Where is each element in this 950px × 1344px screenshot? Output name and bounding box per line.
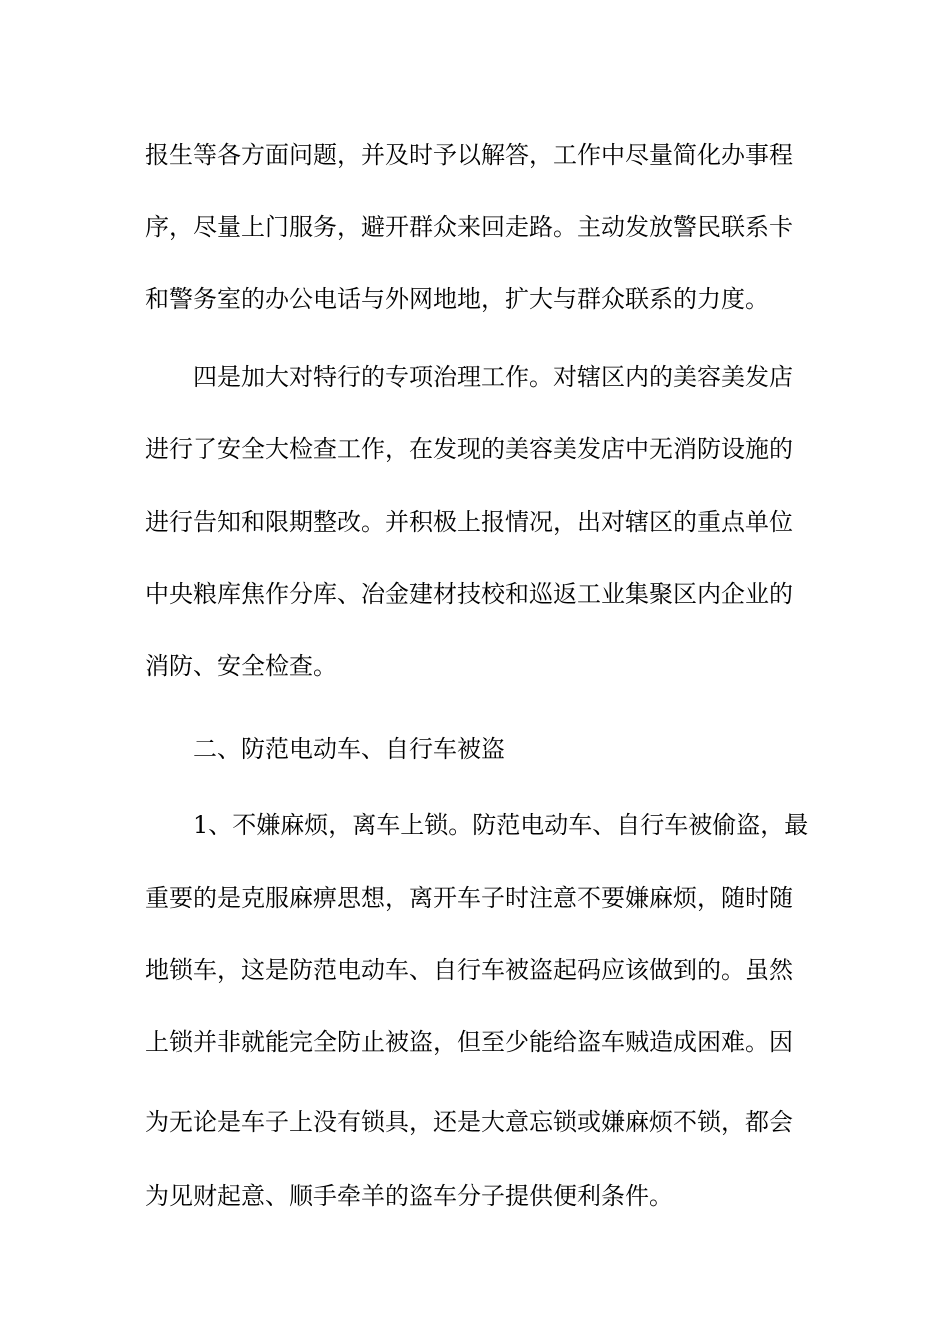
paragraph-2-line-5: 消防、安全检查。 bbox=[145, 652, 337, 680]
paragraph-3-line-3: 地锁车，这是防范电动车、自行车被盗起码应该做到的。虽然 bbox=[145, 956, 793, 984]
paragraph-2-line-3: 进行告知和限期整改。并积极上报情况，出对辖区的重点单位 bbox=[145, 508, 793, 536]
paragraph-1-line-2: 序，尽量上门服务，避开群众来回走路。主动发放警民联系卡 bbox=[145, 213, 793, 241]
paragraph-2-line-4: 中央粮库焦作分库、冶金建材技校和巡返工业集聚区内企业的 bbox=[145, 580, 793, 608]
paragraph-3-line-6: 为见财起意、顺手牵羊的盗车分子提供便利条件。 bbox=[145, 1182, 673, 1210]
section-heading: 二、防范电动车、自行车被盗 bbox=[193, 735, 505, 763]
paragraph-1-line-1: 报生等各方面问题，并及时予以解答，工作中尽量简化办事程 bbox=[145, 141, 793, 169]
paragraph-2-line-1: 四是加大对特行的专项治理工作。对辖区内的美容美发店 bbox=[193, 363, 793, 391]
paragraph-1-line-3: 和警务室的办公电话与外网地地，扩大与群众联系的力度。 bbox=[145, 285, 769, 313]
paragraph-3-line-5: 为无论是车子上没有锁具，还是大意忘锁或嫌麻烦不锁，都会 bbox=[145, 1108, 793, 1136]
paragraph-3-line-4: 上锁并非就能完全防止被盗，但至少能给盗车贼造成困难。因 bbox=[145, 1028, 793, 1056]
paragraph-3-line-1: 1、不嫌麻烦，离车上锁。防范电动车、自行车被偷盗，最 bbox=[193, 811, 809, 839]
paragraph-2-line-2: 进行了安全大检查工作，在发现的美容美发店中无消防设施的 bbox=[145, 435, 793, 463]
paragraph-3-line-2: 重要的是克服麻痹思想，离开车子时注意不要嫌麻烦，随时随 bbox=[145, 884, 793, 912]
